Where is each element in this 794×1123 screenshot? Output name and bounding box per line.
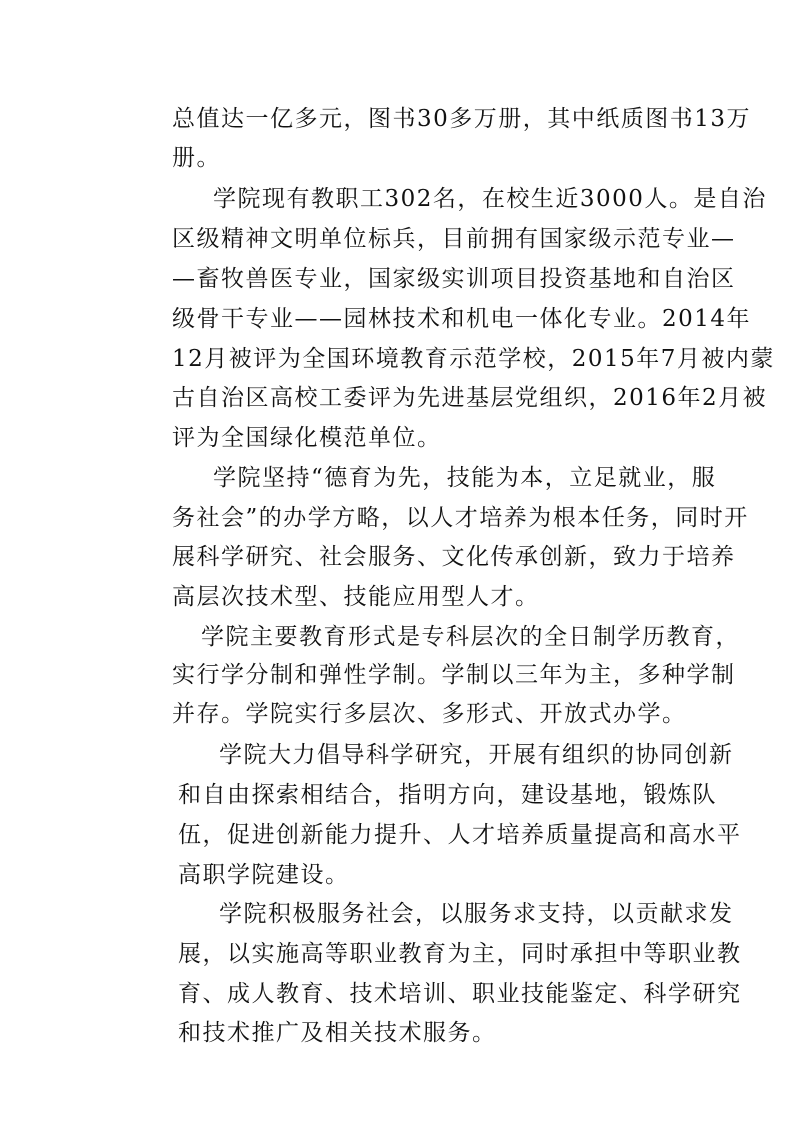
paragraph-3-line-4: 高层次技术型、技能应用型人才。 [172,584,540,610]
paragraph-5-line-3: 伍，促进创新能力提升、人才培养质量提高和高水平 [178,822,742,848]
paragraph-2-line-4: 级骨干专业——园林技术和机电一体化专业。2014年 [172,306,752,332]
paragraph-6-line-3: 育、成人教育、技术培训、职业技能鉴定、科学研究 [178,981,742,1007]
paragraph-5-line-1: 学院大力倡导科学研究，开展有组织的协同创新 [219,742,734,768]
paragraph-1-line-1: 总值达一亿多元，图书30多万册，其中纸质图书13万 [172,106,752,132]
paragraph-2-line-3: —畜牧兽医专业，国家级实训项目投资基地和自治区 [172,266,736,292]
paragraph-3-line-2: 务社会”的办学方略，以人才培养为根本任务，同时开 [172,505,749,531]
paragraph-3-line-1: 学院坚持“德育为先，技能为本，立足就业，服 [213,465,717,491]
paragraph-4-line-1: 学院主要教育形式是专科层次的全日制学历教育， [201,624,740,650]
paragraph-6-line-4: 和技术推广及相关技术服务。 [178,1020,497,1046]
paragraph-4-line-3: 并存。学院实行多层次、多形式、开放式办学。 [172,701,687,727]
paragraph-2-line-1: 学院现有教职工302名，在校生近3000人。是自治 [213,186,767,212]
paragraph-2-line-2: 区级精神文明单位标兵，目前拥有国家级示范专业— [172,226,736,252]
paragraph-5-line-2: 和自由探索相结合，指明方向，建设基地，锻炼队 [178,782,717,808]
paragraph-6-line-2: 展，以实施高等职业教育为主，同时承担中等职业教 [178,941,742,967]
paragraph-1-line-2: 册。 [172,145,221,171]
paragraph-2-line-5: 12月被评为全国环境教育示范学校，2015年7月被内蒙 [172,346,775,372]
paragraph-2-line-6: 古自治区高校工委评为先进基层党组织，2016年2月被 [172,385,768,411]
paragraph-2-line-7: 评为全国绿化模范单位。 [172,425,442,451]
paragraph-5-line-4: 高职学院建设。 [178,862,350,888]
paragraph-3-line-3: 展科学研究、社会服务、文化传承创新，致力于培养 [172,544,736,570]
paragraph-6-line-1: 学院积极服务社会，以服务求支持，以贡献求发 [219,901,734,927]
paragraph-4-line-2: 实行学分制和弹性学制。学制以三年为主，多种学制 [172,662,736,688]
